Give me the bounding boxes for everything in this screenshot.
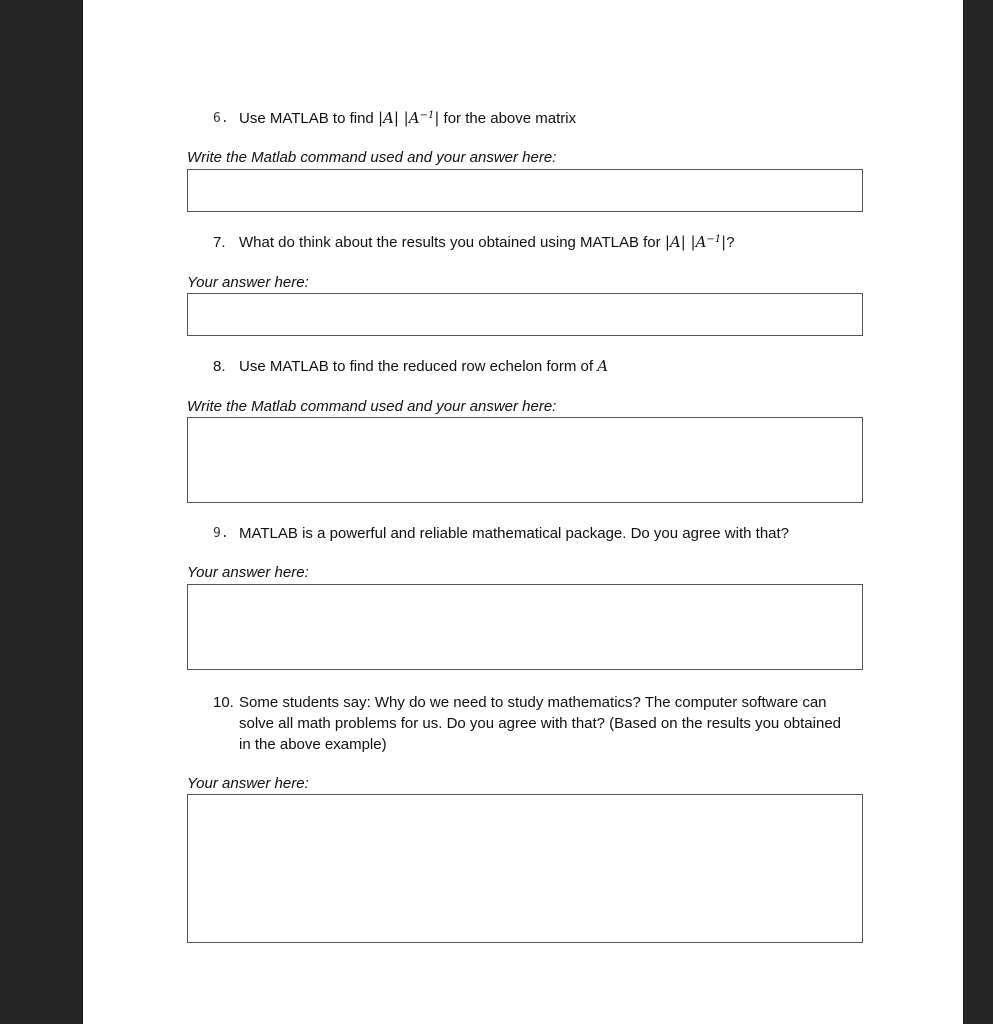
question-text — [239, 356, 608, 377]
answer-box-7[interactable] — [187, 293, 863, 336]
question-text-start: Use MATLAB to find the reduced row echelon form of — [239, 358, 594, 375]
answer-box-9[interactable] — [187, 584, 863, 670]
question-text-start: What do think about the results you obtained using MATLAB for — [239, 234, 661, 251]
math-expression — [665, 233, 726, 251]
question-text — [239, 232, 735, 253]
answer-prompt: Your answer here: — [187, 274, 309, 291]
question-text: Some students say: Why do we need to study mathematics? The computer software can solve all math problems for us. Do you agree with that? (Based on the results you obtained in the above example) — [239, 694, 841, 753]
answer-prompt: Your answer here: — [187, 775, 309, 792]
answer-box-8[interactable] — [187, 417, 863, 503]
math-base: |A| |A — [664, 233, 707, 251]
math-expression: A — [597, 357, 609, 375]
question-number: 10. — [213, 694, 234, 711]
question-number: 9. — [213, 526, 229, 541]
math-superscript: −1 — [419, 110, 435, 121]
math-base: |A| |A — [377, 109, 420, 127]
document-page — [82, 0, 964, 1024]
answer-box-6[interactable] — [187, 169, 863, 212]
math-expression — [378, 109, 439, 127]
question-number: 8. — [213, 358, 226, 375]
math-close: | — [434, 109, 440, 127]
math-close: | — [721, 233, 727, 251]
question-text-start: Use MATLAB to find — [239, 110, 374, 127]
answer-prompt: Write the Matlab command used and your answer here: — [187, 149, 557, 166]
question-number: 7. — [213, 234, 226, 251]
question-number: 6. — [213, 111, 229, 126]
answer-box-10[interactable] — [187, 794, 863, 943]
answer-prompt: Your answer here: — [187, 564, 309, 581]
question-text-end: ? — [726, 234, 735, 251]
math-superscript: −1 — [706, 234, 722, 245]
answer-prompt: Write the Matlab command used and your answer here: — [187, 398, 557, 415]
question-text — [239, 108, 576, 129]
question-text: MATLAB is a powerful and reliable mathematical package. Do you agree with that? — [239, 525, 790, 542]
question-text-end: for the above matrix — [439, 110, 577, 127]
